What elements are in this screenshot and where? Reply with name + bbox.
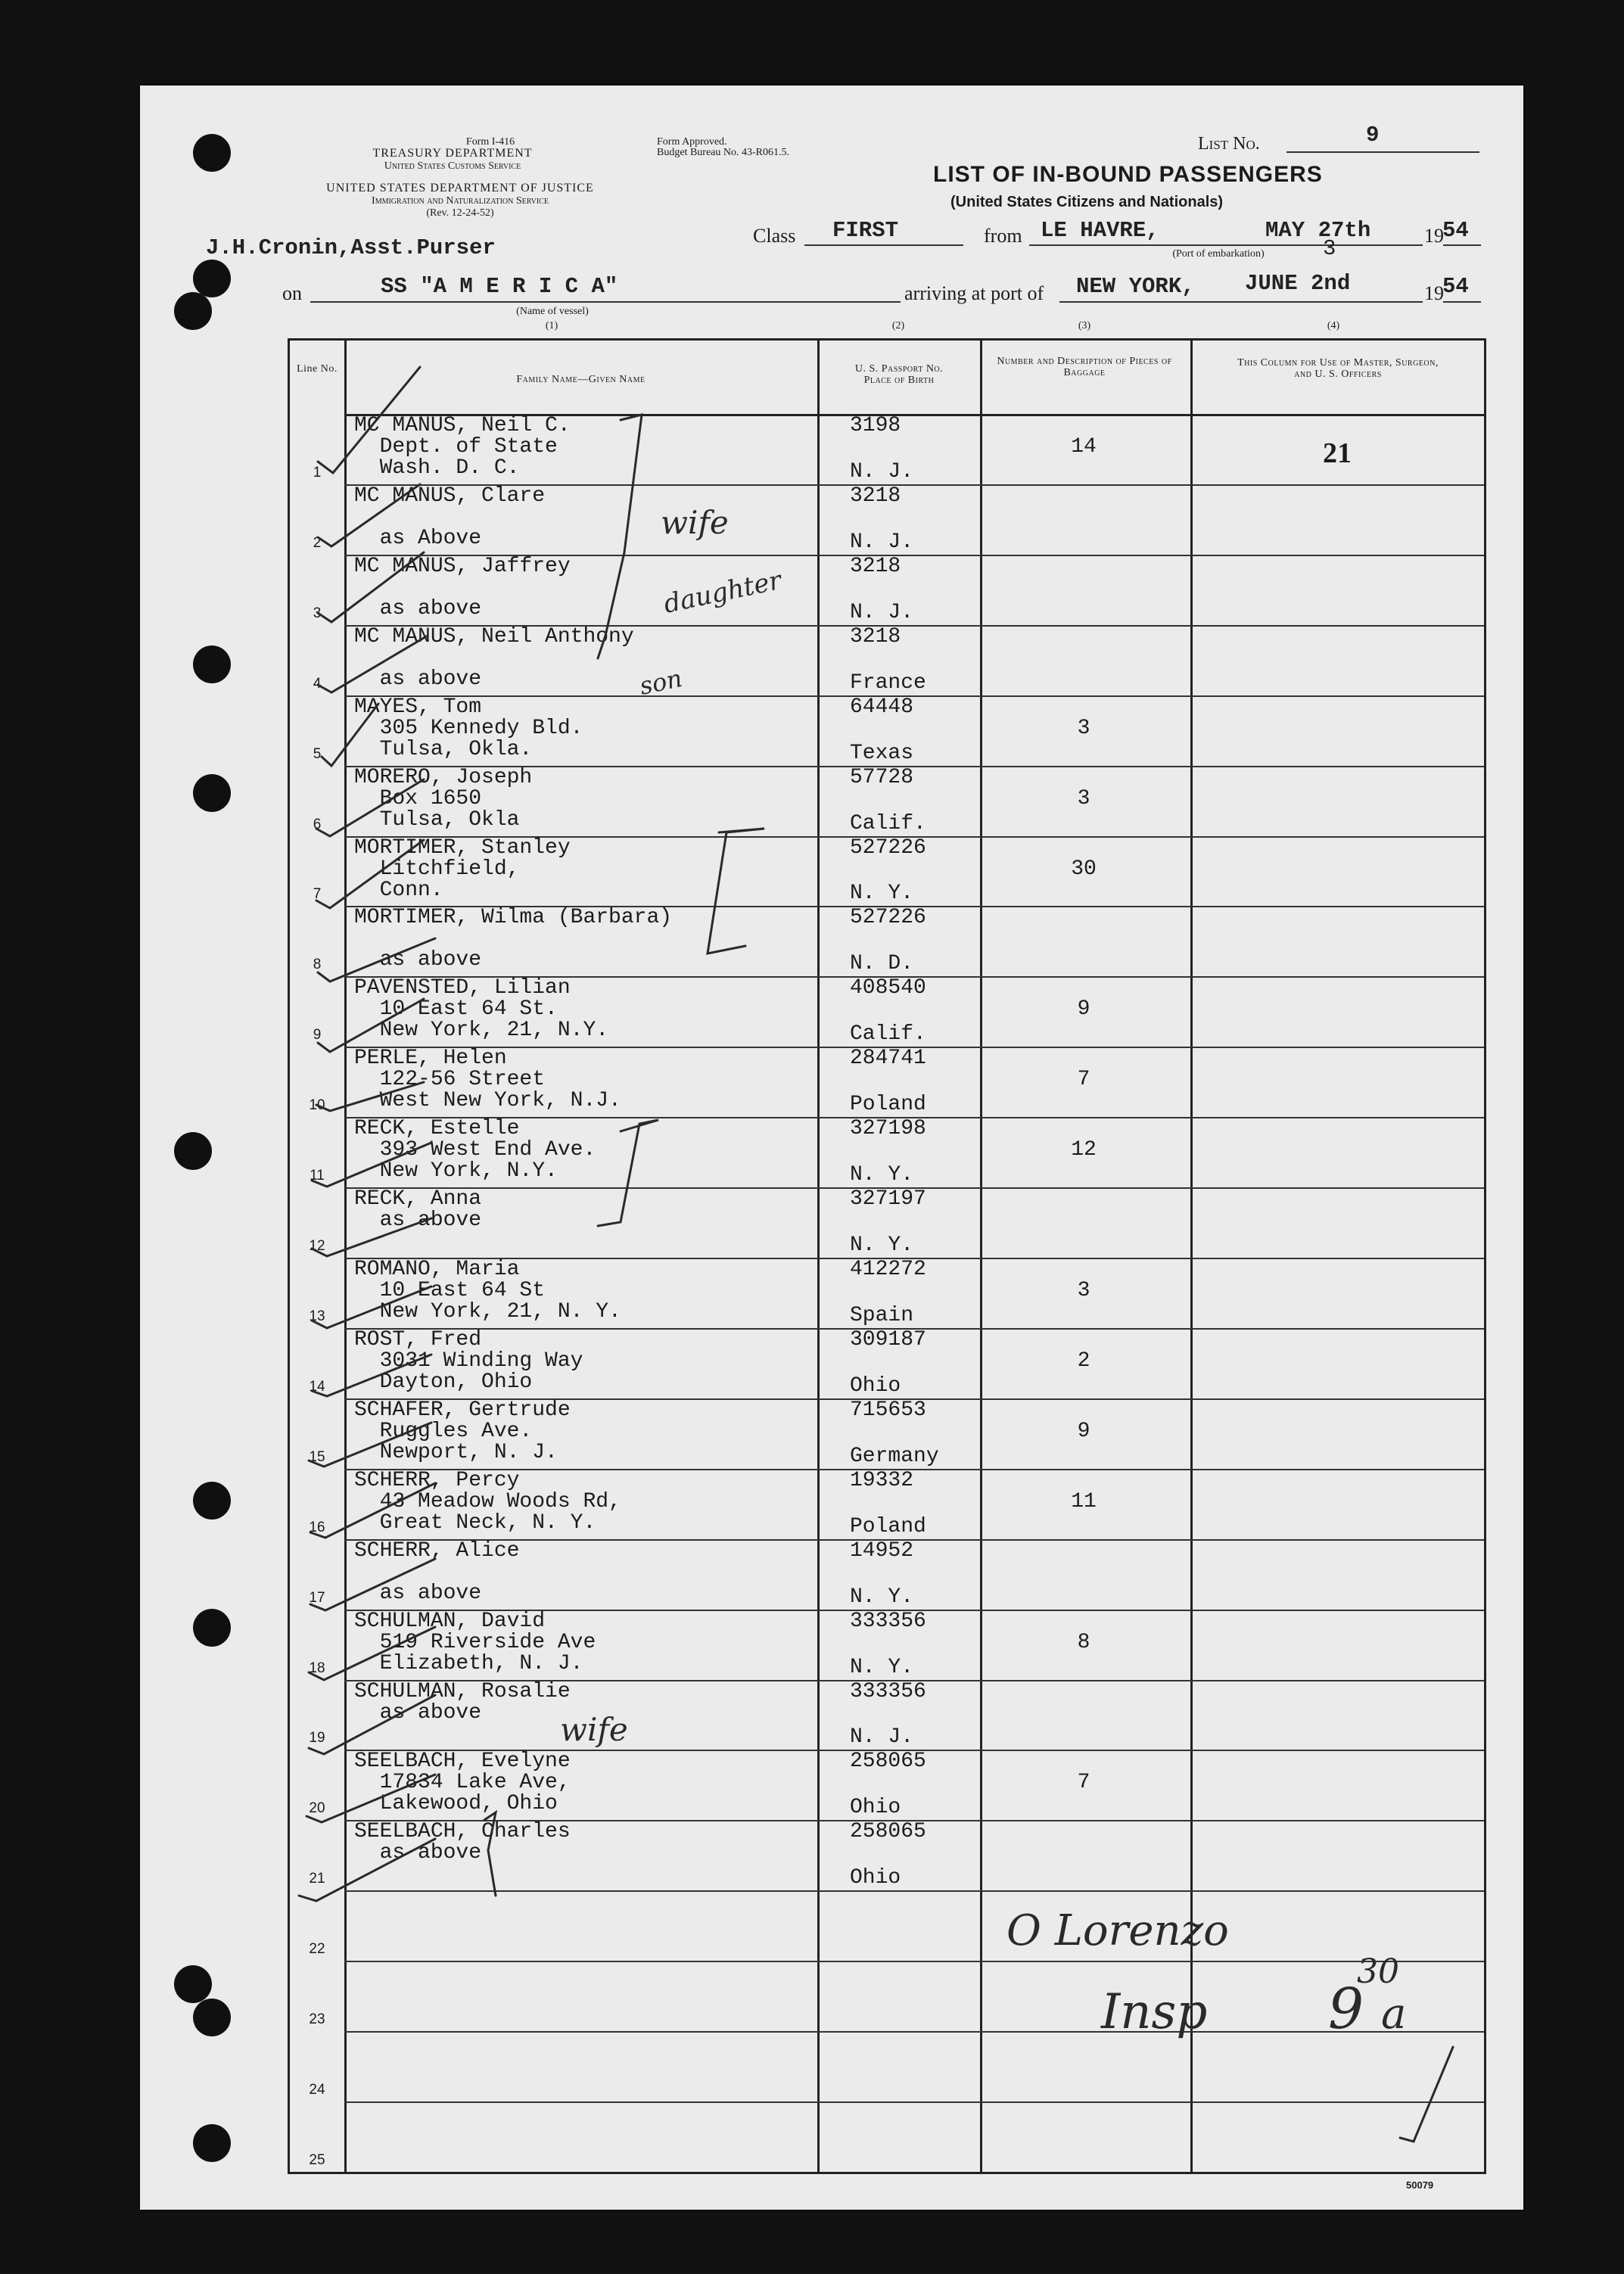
line-number: 22 — [309, 1941, 325, 1958]
signer-name: J.H.Cronin,Asst.Purser — [206, 235, 496, 260]
class-label: Class — [753, 225, 796, 247]
passport-number: 309187 — [850, 1327, 926, 1352]
baggage-count: 7 — [1077, 1068, 1090, 1092]
passenger-name: ROMANO, Maria 10 East 64 St New York, 21, N. Y. — [354, 1258, 621, 1324]
ins-service: Immigration and Naturalization Service — [372, 195, 549, 207]
arrival-year: 54 — [1442, 274, 1469, 299]
line-number: 2 — [313, 534, 322, 551]
passenger-name: RECK, Anna as above — [354, 1187, 482, 1233]
line-number: 10 — [309, 1097, 325, 1114]
arrival-date: JUNE 2nd — [1245, 271, 1351, 296]
justice-dept: UNITED STATES DEPARTMENT OF JUSTICE — [326, 182, 594, 194]
baggage-count: 3 — [1077, 1279, 1090, 1303]
place-of-birth: N. J. — [850, 530, 914, 554]
inspection-mark: Insp — [1101, 1984, 1208, 2040]
baggage-count: 11 — [1071, 1489, 1097, 1513]
passport-number: 333356 — [850, 1679, 926, 1703]
passenger-name: PERLE, Helen 122-56 Street West New York, N.J. — [354, 1047, 621, 1113]
inspection-time: 9 — [1328, 1977, 1364, 2042]
passport-number: 258065 — [850, 1750, 926, 1774]
passport-number: 258065 — [850, 1820, 926, 1844]
annotation-wife-2: wife — [560, 1711, 628, 1748]
col-num-1: (1) — [545, 320, 558, 331]
place-of-birth: France — [850, 670, 926, 695]
passenger-name: MAYES, Tom 305 Kennedy Bld. Tulsa, Okla. — [354, 695, 583, 761]
passenger-name: SCHERR, Alice as above — [354, 1538, 520, 1605]
baggage-count: 9 — [1077, 1419, 1090, 1443]
place-of-birth: N. J. — [850, 459, 914, 484]
baggage-count: 30 — [1071, 857, 1097, 881]
passenger-name: SEELBACH, Evelyne 17834 Lake Ave, Lakewood, Ohio — [354, 1750, 571, 1816]
line-number: 23 — [309, 2011, 325, 2028]
place-of-birth: N. Y. — [850, 1233, 914, 1258]
place-of-birth: N. Y. — [850, 1655, 914, 1679]
passenger-name: MC MANUS, Clare as Above — [354, 484, 546, 550]
passport-number: 527226 — [850, 835, 926, 860]
col-header-officers: This Column for Use of Master, Surgeon, and U. S. Officers — [1237, 357, 1439, 380]
baggage-count: 2 — [1077, 1349, 1090, 1373]
place-of-birth: Spain — [850, 1303, 914, 1327]
embarkation-port: LE HAVRE, — [1041, 218, 1159, 243]
line-number: 24 — [309, 2082, 325, 2098]
line-number: 7 — [313, 886, 322, 903]
place-of-birth: N. J. — [850, 600, 914, 624]
passenger-name: SCHULMAN, Rosalie as above — [354, 1679, 571, 1725]
place-of-birth: Germany — [850, 1444, 939, 1468]
line-number: 9 — [313, 1027, 322, 1044]
place-of-birth: Ohio — [850, 1866, 901, 1890]
arrival-port: NEW YORK, — [1076, 274, 1195, 299]
passenger-name: SCHAFER, Gertrude Ruggles Ave. Newport, N. J. — [354, 1398, 571, 1464]
baggage-count: 9 — [1077, 997, 1090, 1022]
document-subtitle: (United States Citizens and Nationals) — [950, 194, 1224, 210]
on-label: on — [282, 282, 302, 304]
place-of-birth: N. D. — [850, 952, 914, 976]
line-number: 12 — [309, 1238, 325, 1255]
line-number: 14 — [309, 1378, 325, 1395]
passenger-name: MC MANUS, Neil Anthony as above — [354, 624, 634, 691]
passport-number: 284741 — [850, 1047, 926, 1071]
passenger-name: MC MANUS, Neil C. Dept. of State Wash. D. C. — [354, 414, 571, 480]
passport-number: 3218 — [850, 624, 901, 649]
line-number: 17 — [309, 1589, 325, 1606]
form-number: Form I-416 — [465, 136, 515, 148]
place-of-birth: N. Y. — [850, 1163, 914, 1187]
line-number: 5 — [313, 745, 322, 762]
embarkation-caption: (Port of embarkation) — [1172, 248, 1265, 260]
place-of-birth: Texas — [850, 741, 914, 765]
embarkation-mark: 3 — [1323, 236, 1336, 261]
passport-number: 3198 — [850, 414, 901, 437]
passport-number: 412272 — [850, 1258, 926, 1282]
line-number: 21 — [309, 1871, 325, 1887]
passenger-name: RECK, Estelle 393 West End Ave. New York, N.Y. — [354, 1117, 596, 1184]
line-number: 20 — [309, 1800, 325, 1817]
line-number: 3 — [313, 605, 322, 621]
line-number: 11 — [310, 1168, 325, 1184]
col-num-3: (3) — [1078, 320, 1091, 331]
place-of-birth: Ohio — [850, 1796, 901, 1820]
place-of-birth: Calif. — [850, 1022, 926, 1047]
annotation-wife: wife — [661, 504, 729, 541]
passport-number: 3218 — [850, 484, 901, 508]
baggage-count: 14 — [1071, 435, 1097, 459]
line-number: 18 — [309, 1660, 325, 1676]
form-approved: Form Approved. — [657, 136, 727, 148]
officer-note: 21 — [1323, 437, 1352, 469]
passport-number: 3218 — [850, 554, 901, 578]
line-number: 16 — [309, 1519, 325, 1535]
from-label: from — [984, 225, 1022, 247]
passenger-name: SCHULMAN, David 519 Riverside Ave Elizabeth, N. J. — [354, 1609, 596, 1675]
depart-year-prefix: 19 — [1424, 225, 1444, 247]
passenger-name: SEELBACH, Charles as above — [354, 1820, 571, 1865]
passenger-name: MORERO, Joseph Box 1650 Tulsa, Okla — [354, 765, 533, 832]
passenger-name: MORTIMER, Wilma (Barbara) as above — [354, 906, 673, 972]
list-number: 9 — [1366, 123, 1380, 148]
inspector-signature: O Lorenzo — [1006, 1906, 1229, 1955]
document-title: LIST OF IN-BOUND PASSENGERS — [933, 162, 1323, 187]
line-number: 1 — [313, 464, 322, 481]
passport-number: 408540 — [850, 976, 926, 1000]
departure-date: MAY 27th — [1265, 218, 1371, 243]
budget-bureau: Budget Bureau No. 43-R061.5. — [657, 147, 789, 158]
class-value: FIRST — [832, 218, 899, 243]
col-num-2: (2) — [891, 320, 905, 331]
list-no-label: List No. — [1198, 134, 1260, 154]
col-header-baggage: Number and Description of Pieces of Baggage — [997, 356, 1172, 378]
passport-number: 327198 — [850, 1117, 926, 1141]
place-of-birth: Poland — [850, 1514, 926, 1538]
passport-number: 527226 — [850, 906, 926, 930]
revision-date: (Rev. 12-24-52) — [426, 207, 494, 219]
line-number: 25 — [309, 2151, 325, 2168]
col-header-line: Line No. — [297, 363, 338, 375]
baggage-count: 8 — [1077, 1630, 1090, 1654]
passport-number: 57728 — [850, 765, 914, 789]
line-number: 6 — [313, 816, 322, 832]
passport-number: 14952 — [850, 1538, 914, 1563]
col-header-passport: U. S. Passport No. Place of Birth — [854, 363, 944, 386]
passport-number: 19332 — [850, 1468, 914, 1492]
departure-year: 54 — [1442, 218, 1469, 243]
passenger-name: MC MANUS, Jaffrey as above — [354, 554, 571, 621]
inspection-time-suffix: a — [1381, 1989, 1407, 2039]
passport-number: 327197 — [850, 1187, 926, 1212]
baggage-count: 3 — [1077, 786, 1090, 810]
line-number: 19 — [309, 1730, 325, 1747]
annotation-daughter: daughter — [661, 565, 785, 620]
customs-service: United States Customs Service — [384, 160, 521, 172]
baggage-count: 7 — [1077, 1771, 1090, 1795]
place-of-birth: Ohio — [850, 1373, 901, 1398]
arrival-year-prefix: 19 — [1424, 282, 1444, 304]
passenger-name: MORTIMER, Stanley Litchfield, Conn. — [354, 835, 571, 902]
passenger-name: SCHERR, Percy 43 Meadow Woods Rd, Great Neck, N. Y. — [354, 1468, 621, 1535]
place-of-birth: N. Y. — [850, 1585, 914, 1609]
col-header-name: Family Name—Given Name — [516, 374, 646, 385]
treasury-dept: TREASURY DEPARTMENT — [372, 147, 533, 160]
baggage-count: 3 — [1077, 716, 1090, 740]
passport-number: 715653 — [850, 1398, 926, 1422]
place-of-birth: Poland — [850, 1093, 926, 1117]
arriving-label: arriving at port of — [904, 282, 1044, 304]
place-of-birth: N. J. — [850, 1725, 914, 1750]
passport-number: 333356 — [850, 1609, 926, 1633]
line-number: 13 — [309, 1308, 325, 1324]
line-number: 15 — [309, 1448, 325, 1465]
line-number: 8 — [313, 957, 322, 973]
annotation-son: son — [636, 663, 685, 701]
vessel-name: SS "A M E R I C A" — [381, 274, 618, 299]
inspection-time-minutes: 30 — [1357, 1952, 1399, 1991]
place-of-birth: N. Y. — [850, 882, 914, 906]
passport-number: 64448 — [850, 695, 914, 719]
baggage-count: 12 — [1071, 1138, 1097, 1162]
footer-code: 50079 — [1406, 2179, 1434, 2191]
passenger-name: ROST, Fred 3031 Winding Way Dayton, Ohio — [354, 1327, 583, 1394]
place-of-birth: Calif. — [850, 811, 926, 835]
line-number: 4 — [313, 675, 322, 692]
col-num-4: (4) — [1327, 320, 1340, 331]
vessel-caption: (Name of vessel) — [516, 306, 589, 317]
passenger-name: PAVENSTED, Lilian 10 East 64 St. New York, 21, N.Y. — [354, 976, 609, 1043]
